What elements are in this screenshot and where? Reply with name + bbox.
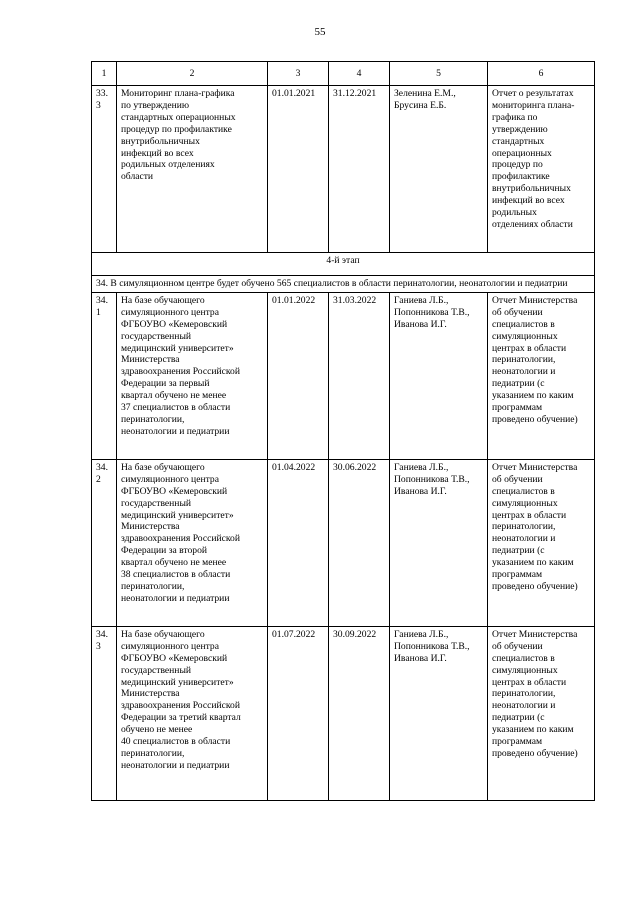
table-row (92, 292, 595, 459)
table-row (92, 86, 595, 253)
start-date-cell: 01.04.2022 (268, 459, 329, 626)
start-date-cell: 01.01.2022 (268, 292, 329, 459)
responsible-cell: Ганиева Л.Б., Попонникова Т.В., Иванова И.Г. (390, 626, 488, 800)
end-date-cell: 31.12.2021 (329, 86, 390, 253)
header-row (92, 62, 595, 86)
responsible-cell: Ганиева Л.Б., Попонникова Т.В., Иванова И.Г. (390, 292, 488, 459)
header-cell-2: 2 (117, 62, 268, 86)
row-number: 33.3 (92, 86, 117, 253)
section-row (92, 276, 595, 293)
start-date-cell: 01.01.2021 (268, 86, 329, 253)
header-cell-4: 4 (329, 62, 390, 86)
plan-table (91, 61, 595, 801)
end-date-cell: 30.06.2022 (329, 459, 390, 626)
task-cell: На базе обучающего симуляционного центра ФГБОУВО «Кемеровский государственный медицинский университет» Министерства здравоохранения Российской Федерации за третий квартал обучено не менее 40 специалистов в области перинатологии, неонатологии и педиатрии (117, 626, 268, 800)
header-cell-3: 3 (268, 62, 329, 86)
responsible-cell: Ганиева Л.Б., Попонникова Т.В., Иванова И.Г. (390, 459, 488, 626)
row-number: 34.2 (92, 459, 117, 626)
table-row (92, 459, 595, 626)
result-cell: Отчет Министерства об обучении специалистов в симуляционных центрах в области перинатологии, неонатологии и педиатрии (с указанием по каким программам проведено обучение) (488, 626, 595, 800)
row-number: 34.3 (92, 626, 117, 800)
header-cell-5: 5 (390, 62, 488, 86)
responsible-cell: Зеленина Е.М., Брусина Е.Б. (390, 86, 488, 253)
header-cell-6: 6 (488, 62, 595, 86)
start-date-cell: 01.07.2022 (268, 626, 329, 800)
stage-row (92, 253, 595, 276)
row-number: 34.1 (92, 292, 117, 459)
task-cell: На базе обучающего симуляционного центра ФГБОУВО «Кемеровский государственный медицинский университет» Министерства здравоохранения Российской Федерации за второй квартал обучено не менее 38 специалистов в области перинатологии, неонатологии и педиатрии (117, 459, 268, 626)
header-cell-1: 1 (92, 62, 117, 86)
result-cell: Отчет Министерства об обучении специалистов в симуляционных центрах в области перинатологии, неонатологии и педиатрии (с указанием по каким программам проведено обучение) (488, 292, 595, 459)
result-cell: Отчет о результатах мониторинга плана- графика по утверждению стандартных операционных процедур по профилактике внутрибольничных инфекций во всех родильных отделениях области (488, 86, 595, 253)
end-date-cell: 31.03.2022 (329, 292, 390, 459)
stage-heading: 4-й этап (92, 253, 595, 276)
result-cell: Отчет Министерства об обучении специалистов в симуляционных центрах в области перинатологии, неонатологии и педиатрии (с указанием по каким программам проведено обучение) (488, 459, 595, 626)
task-cell: Мониторинг плана-графика по утверждению стандартных операционных процедур по профилактике внутрибольничных инфекций во всех родильных отделениях области (117, 86, 268, 253)
end-date-cell: 30.09.2022 (329, 626, 390, 800)
task-cell: На базе обучающего симуляционного центра ФГБОУВО «Кемеровский государственный медицинский университет» Министерства здравоохранения Российской Федерации за первый квартал обучено не менее 37 специалистов в области перинатологии, неонатологии и педиатрии (117, 292, 268, 459)
page-number: 55 (314, 26, 326, 38)
table-row (92, 626, 595, 800)
section-heading: 34. В симуляционном центре будет обучено 565 специалистов в области перинатологии, неонатологии и педиатрии (92, 276, 595, 293)
